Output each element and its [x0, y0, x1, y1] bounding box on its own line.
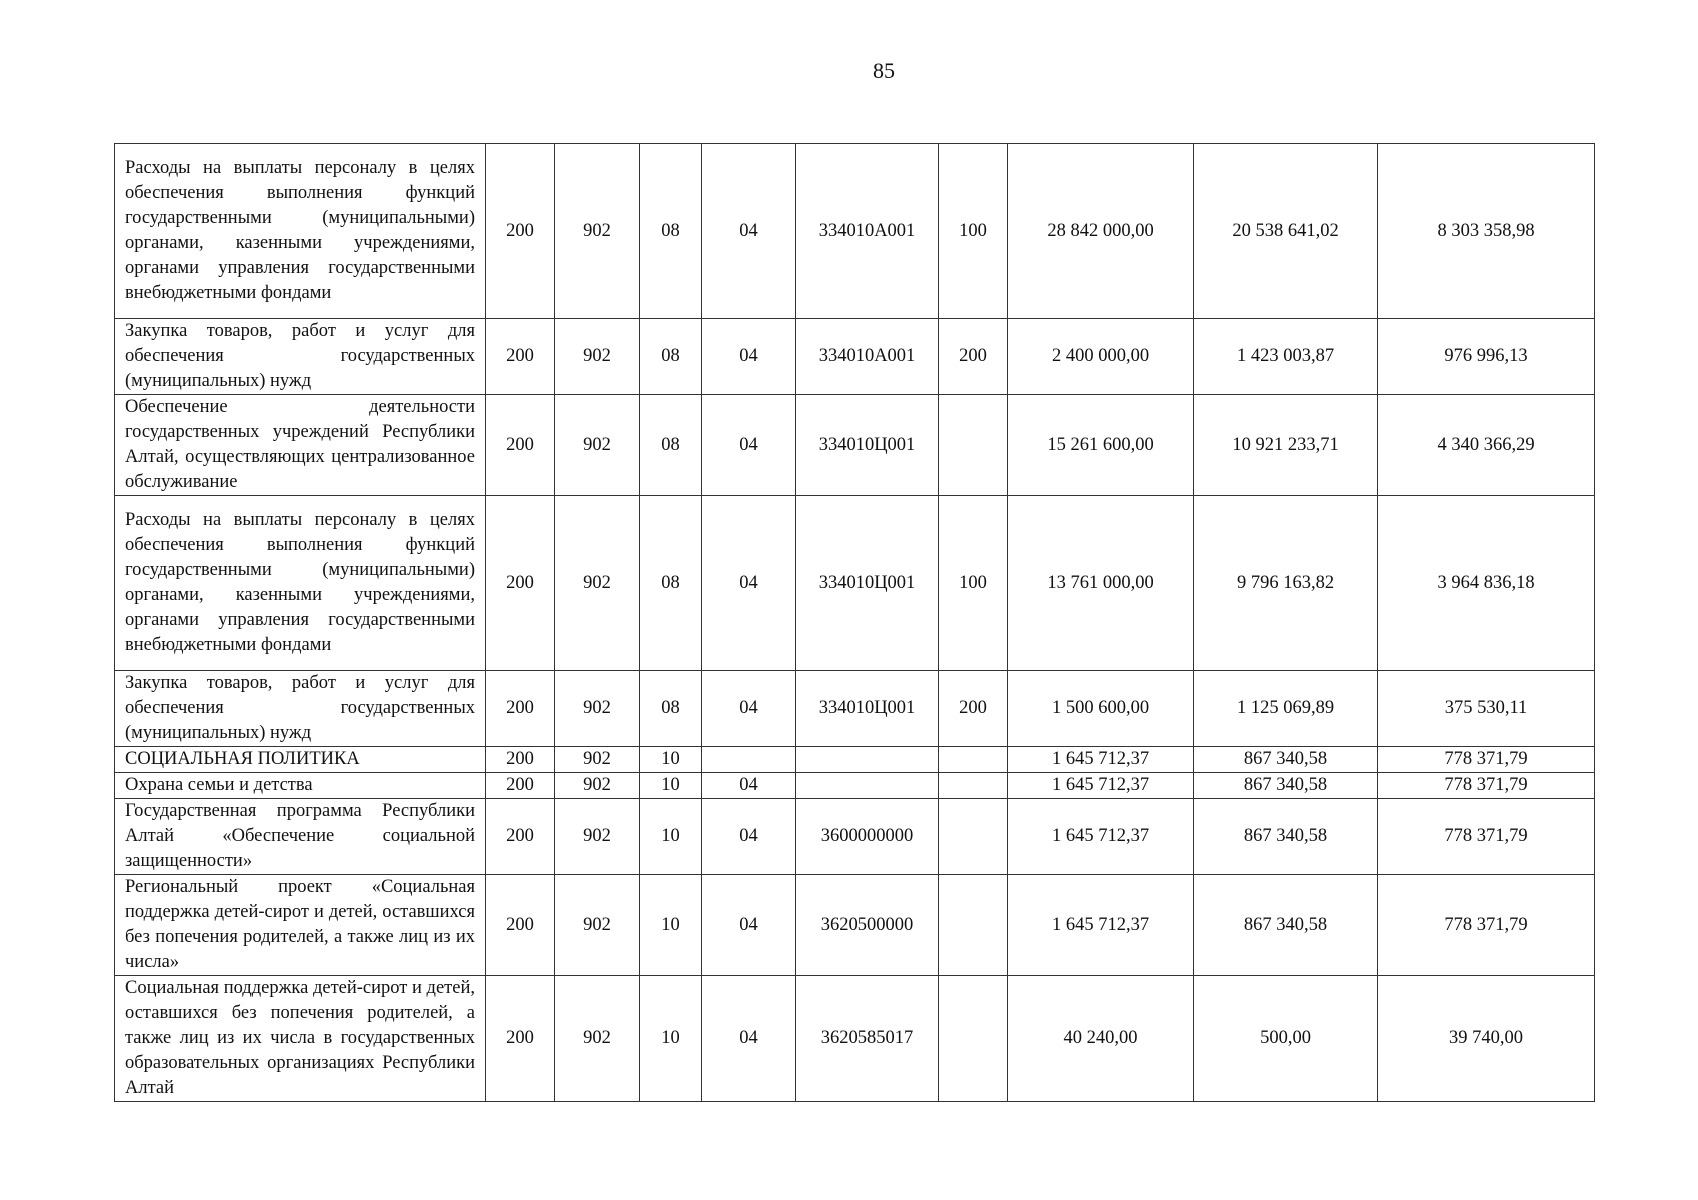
cell-planned-amount: 1 645 712,37 — [1008, 799, 1194, 875]
cell-remaining-amount: 778 371,79 — [1378, 773, 1595, 799]
table-row — [115, 799, 1595, 875]
cell-admin-code: 200 — [486, 747, 555, 773]
cell-expense-type: 200 — [939, 671, 1008, 747]
cell-expense-type — [939, 395, 1008, 496]
cell-target-article: 334010А001 — [796, 144, 939, 319]
cell-expense-type — [939, 875, 1008, 976]
cell-description: Региональный проект «Социальная поддержка детей-сирот и детей, оставшихся без попечения родителей, а также лиц из их числа» — [115, 875, 486, 976]
cell-planned-amount: 1 645 712,37 — [1008, 773, 1194, 799]
cell-executed-amount: 867 340,58 — [1194, 747, 1378, 773]
cell-expense-type: 100 — [939, 144, 1008, 319]
cell-admin-code: 200 — [486, 319, 555, 395]
table-row — [115, 144, 1595, 319]
cell-target-article: 334010Ц001 — [796, 496, 939, 671]
cell-planned-amount: 1 500 600,00 — [1008, 671, 1194, 747]
cell-remaining-amount: 4 340 366,29 — [1378, 395, 1595, 496]
cell-ministry-code: 902 — [555, 773, 640, 799]
cell-description: Расходы на выплаты персоналу в целях обеспечения выполнения функций государственными (муниципальными) органами, казенными учреждениями, органами управления государственными внебюджетными фондами — [115, 144, 486, 319]
cell-subsection-code: 04 — [702, 773, 796, 799]
cell-section-code: 08 — [640, 671, 702, 747]
cell-target-article: 334010Ц001 — [796, 395, 939, 496]
cell-expense-type — [939, 799, 1008, 875]
cell-ministry-code: 902 — [555, 976, 640, 1102]
cell-remaining-amount: 39 740,00 — [1378, 976, 1595, 1102]
cell-admin-code: 200 — [486, 671, 555, 747]
cell-description: Расходы на выплаты персоналу в целях обеспечения выполнения функций государственными (муниципальными) органами, казенными учреждениями, органами управления государственными внебюджетными фондами — [115, 496, 486, 671]
cell-remaining-amount: 778 371,79 — [1378, 875, 1595, 976]
cell-description: Обеспечение деятельности государственных учреждений Республики Алтай, осуществляющих централизованное обслуживание — [115, 395, 486, 496]
cell-section-code: 10 — [640, 747, 702, 773]
cell-admin-code: 200 — [486, 144, 555, 319]
table-row — [115, 319, 1595, 395]
cell-target-article — [796, 773, 939, 799]
cell-description: СОЦИАЛЬНАЯ ПОЛИТИКА — [115, 747, 486, 773]
cell-remaining-amount: 8 303 358,98 — [1378, 144, 1595, 319]
cell-executed-amount: 867 340,58 — [1194, 773, 1378, 799]
cell-target-article — [796, 747, 939, 773]
cell-remaining-amount: 976 996,13 — [1378, 319, 1595, 395]
cell-subsection-code: 04 — [702, 395, 796, 496]
cell-remaining-amount: 778 371,79 — [1378, 747, 1595, 773]
cell-ministry-code: 902 — [555, 875, 640, 976]
cell-section-code: 08 — [640, 395, 702, 496]
cell-section-code: 10 — [640, 875, 702, 976]
cell-planned-amount: 1 645 712,37 — [1008, 875, 1194, 976]
cell-admin-code: 200 — [486, 799, 555, 875]
cell-target-article: 334010А001 — [796, 319, 939, 395]
cell-executed-amount: 1 423 003,87 — [1194, 319, 1378, 395]
table-row — [115, 976, 1595, 1102]
cell-planned-amount: 15 261 600,00 — [1008, 395, 1194, 496]
page-number: 85 — [873, 58, 895, 83]
table-row — [115, 496, 1595, 671]
cell-description: Закупка товаров, работ и услуг для обеспечения государственных (муниципальных) нужд — [115, 671, 486, 747]
table-row — [115, 671, 1595, 747]
cell-admin-code: 200 — [486, 395, 555, 496]
cell-target-article: 3600000000 — [796, 799, 939, 875]
cell-admin-code: 200 — [486, 773, 555, 799]
cell-section-code: 10 — [640, 976, 702, 1102]
cell-executed-amount: 500,00 — [1194, 976, 1378, 1102]
table-row — [115, 395, 1595, 496]
cell-ministry-code: 902 — [555, 319, 640, 395]
cell-expense-type — [939, 747, 1008, 773]
table-row — [115, 773, 1595, 799]
cell-ministry-code: 902 — [555, 799, 640, 875]
table-row — [115, 747, 1595, 773]
cell-target-article: 3620585017 — [796, 976, 939, 1102]
cell-ministry-code: 902 — [555, 144, 640, 319]
cell-subsection-code: 04 — [702, 976, 796, 1102]
cell-planned-amount: 2 400 000,00 — [1008, 319, 1194, 395]
budget-table — [114, 143, 1595, 1102]
cell-remaining-amount: 778 371,79 — [1378, 799, 1595, 875]
cell-ministry-code: 902 — [555, 671, 640, 747]
cell-subsection-code: 04 — [702, 671, 796, 747]
cell-executed-amount: 9 796 163,82 — [1194, 496, 1378, 671]
cell-executed-amount: 1 125 069,89 — [1194, 671, 1378, 747]
cell-description: Государственная программа Республики Алтай «Обеспечение социальной защищенности» — [115, 799, 486, 875]
cell-ministry-code: 902 — [555, 747, 640, 773]
cell-executed-amount: 10 921 233,71 — [1194, 395, 1378, 496]
cell-executed-amount: 867 340,58 — [1194, 799, 1378, 875]
cell-section-code: 10 — [640, 799, 702, 875]
cell-remaining-amount: 3 964 836,18 — [1378, 496, 1595, 671]
cell-section-code: 10 — [640, 773, 702, 799]
cell-ministry-code: 902 — [555, 395, 640, 496]
cell-expense-type — [939, 976, 1008, 1102]
cell-planned-amount: 1 645 712,37 — [1008, 747, 1194, 773]
cell-description: Охрана семьи и детства — [115, 773, 486, 799]
cell-description: Социальная поддержка детей-сирот и детей, оставшихся без попечения родителей, а также лиц из их числа в государственных образовательных организациях Республики Алтай — [115, 976, 486, 1102]
cell-subsection-code: 04 — [702, 496, 796, 671]
cell-remaining-amount: 375 530,11 — [1378, 671, 1595, 747]
cell-section-code: 08 — [640, 496, 702, 671]
cell-subsection-code — [702, 747, 796, 773]
cell-admin-code: 200 — [486, 875, 555, 976]
cell-planned-amount: 40 240,00 — [1008, 976, 1194, 1102]
cell-subsection-code: 04 — [702, 799, 796, 875]
cell-ministry-code: 902 — [555, 496, 640, 671]
cell-expense-type: 100 — [939, 496, 1008, 671]
cell-expense-type: 200 — [939, 319, 1008, 395]
cell-target-article: 3620500000 — [796, 875, 939, 976]
table-body — [115, 144, 1595, 1102]
cell-admin-code: 200 — [486, 496, 555, 671]
cell-subsection-code: 04 — [702, 875, 796, 976]
cell-executed-amount: 20 538 641,02 — [1194, 144, 1378, 319]
cell-planned-amount: 13 761 000,00 — [1008, 496, 1194, 671]
cell-description: Закупка товаров, работ и услуг для обеспечения государственных (муниципальных) нужд — [115, 319, 486, 395]
cell-expense-type — [939, 773, 1008, 799]
cell-subsection-code: 04 — [702, 319, 796, 395]
cell-executed-amount: 867 340,58 — [1194, 875, 1378, 976]
table-row — [115, 875, 1595, 976]
cell-section-code: 08 — [640, 319, 702, 395]
cell-subsection-code: 04 — [702, 144, 796, 319]
cell-planned-amount: 28 842 000,00 — [1008, 144, 1194, 319]
cell-target-article: 334010Ц001 — [796, 671, 939, 747]
cell-section-code: 08 — [640, 144, 702, 319]
cell-admin-code: 200 — [486, 976, 555, 1102]
